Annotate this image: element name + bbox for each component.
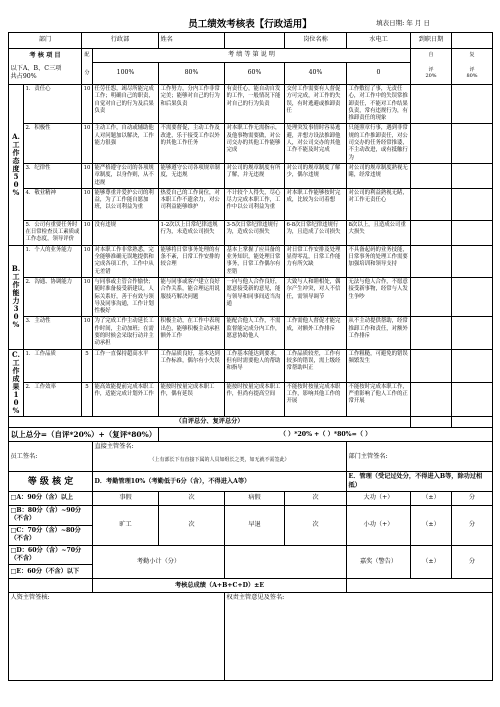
name-value[interactable] — [225, 33, 285, 49]
attendance-title: D．考勤管理10%（考勤低于6分（含），不得进入A等） — [93, 472, 347, 492]
level-description: 积极主动，在工作中表现出色，能够积极主动承担额外工作 — [159, 317, 225, 349]
level-description: 不需要督促，主动工作及改进，乐于接受工作以外的其他工作任务 — [159, 124, 225, 163]
disc-unit-0: 分 — [452, 492, 493, 506]
criteria-row — [9, 85, 493, 124]
disc-unit-2: 分 — [452, 545, 493, 579]
self-score-input[interactable] — [411, 188, 452, 220]
level-description: 能按时按量完成本职工作，偶有延误 — [159, 382, 225, 416]
header-row-1 — [9, 49, 493, 63]
criteria-score: 10 — [82, 317, 93, 349]
section-label-char: 成 — [12, 373, 20, 383]
level-description: 不能按时完成本职工作，严重影响了他人工作的正常开展 — [347, 382, 411, 416]
review-score-input[interactable] — [452, 163, 493, 188]
section-label-char: 度 — [12, 163, 20, 173]
dept-value[interactable]: 行政部 — [82, 33, 159, 49]
level-description: 工作努力，分内工作非常完美；能够对自己的行为和后果负责 — [159, 85, 225, 124]
criteria-score: 5 — [82, 349, 93, 382]
level-description: 对日常工作安排及处理显得零乱，日常工作能力有所欠缺 — [285, 245, 347, 277]
level-description: 工作基本能达到要求，但有时需要他人的帮助和指导 — [225, 349, 285, 382]
self-score-input[interactable] — [411, 85, 452, 124]
level-description: 对本职工作能够按时完成，比较为公司着想 — [285, 188, 347, 220]
att-mid-1: 早退 — [225, 506, 285, 545]
review-score-input[interactable] — [452, 277, 493, 316]
section-label-char: 力 — [12, 296, 20, 306]
level-description: 能与同事或客户建立良好合作关系，能合理运用说服技巧解决问题 — [159, 277, 225, 316]
criteria-name: 3．主动性 — [24, 317, 82, 349]
review-score-input[interactable] — [452, 220, 493, 245]
criteria-row — [9, 317, 493, 349]
direct-mgr-note: （上有部长下有直接下属的人员如组长之类，如无就不需签此） — [149, 456, 290, 463]
criteria-name: 2．工作效率 — [24, 382, 82, 416]
hr-sign[interactable]: 人资主管签核: — [9, 593, 225, 681]
level-description: 能按时按量完成本职工作，但尚有提高空间 — [225, 382, 285, 416]
criteria-score: 10 — [82, 245, 93, 277]
note-cell — [9, 63, 82, 85]
total-row — [9, 428, 493, 442]
grade-title: 等 级 核 定 — [9, 472, 93, 492]
criteria-name: 5．公司有重要任务时在日常检查员工素质或工作态度，领导评价 — [24, 220, 82, 245]
criteria-name: 1．个人的业务能力 — [24, 245, 82, 277]
criteria-name: 4．敬业精神 — [24, 188, 82, 220]
section-label-char: 工 — [12, 272, 20, 282]
level-description: 没有违规 — [93, 220, 159, 245]
note-line-2: 共占90% — [10, 73, 37, 81]
self-score-input[interactable] — [411, 382, 452, 416]
criteria-score: 10 — [82, 277, 93, 316]
review-score-input[interactable] — [452, 245, 493, 277]
level-description: 工作品质较差，工作有较多的错误，需上级经常帮助纠正 — [285, 349, 347, 382]
level-description: 8次以上，且造成公司重大损失 — [347, 220, 411, 245]
level-description: 对公司的规章制度了解少，偶尔违规 — [285, 163, 347, 188]
level-description: 任劳任怨，竭尽所能完成工作；明确自己的职责，自觉对自己的行为及后果负责 — [93, 85, 159, 124]
section-label-char: 工 — [12, 357, 20, 367]
section-label-char: 1 — [13, 389, 19, 399]
criteria-score: 10 — [82, 188, 93, 220]
desc-label: 考 绩 等 第 说 明 — [93, 49, 411, 63]
item-label: 考 核 项 目 — [9, 49, 82, 63]
level-description: 基本上掌握了应具备的业务知识，能处理日常事务，日常工作偶尔有差错 — [225, 245, 285, 277]
att-unit-1b[interactable]: 次 — [285, 506, 347, 545]
self-col-1: 自 — [411, 49, 452, 63]
level-description: 对本职工作非常熟悉，完全能够准确无误地提供和完成各项工作，工作中从无差错 — [93, 245, 159, 277]
criteria-row — [9, 245, 493, 277]
section-label-char: B. — [11, 263, 21, 273]
level-description: 对公司的利益熟视无睹，对工作无责任心 — [347, 188, 411, 220]
grade-option-c[interactable]: □C：70分（含）~80分（不含） — [9, 525, 93, 545]
title-row — [8, 14, 492, 32]
section-label-char: 果 — [12, 381, 20, 391]
evaluation-form — [8, 0, 492, 681]
arrival-value[interactable] — [452, 33, 493, 49]
self-score-input[interactable] — [411, 163, 452, 188]
section-label-char: 0 — [13, 312, 19, 322]
criteria-row — [9, 220, 493, 245]
disc-item-0: 大功（+） — [347, 492, 411, 506]
review-score-input[interactable] — [452, 382, 493, 416]
level-description: 3-5次日常纪律违规行为，造成公司损失 — [225, 220, 285, 245]
level-0: 0 — [347, 63, 411, 85]
criteria-row — [9, 163, 493, 188]
section-label-char: % — [12, 188, 20, 198]
level-description: 工作敷衍了事，无责任心，对工作中的失误常推卸责任，不能对工作结果负责，常有违规行为，有推卸责任的现象 — [347, 85, 411, 124]
att-mid-0: 病假 — [225, 492, 285, 506]
level-description: 热爱自己的工作岗位，对本职工作不遗余力，对公司利益能够维护 — [159, 188, 225, 220]
direct-mgr-label: 直接主管签名: — [94, 443, 134, 451]
att-unit-0b[interactable]: 次 — [285, 492, 347, 506]
level-description: 不计较个人得失，尽心尽力完成本职工作，工作中以公司利益为重 — [225, 188, 285, 220]
self-score-input[interactable] — [411, 245, 452, 277]
self-score-input[interactable] — [411, 220, 452, 245]
level-80: 80% — [159, 63, 225, 85]
level-description: 1-2次以上日常纪律违规行为，未造成公司损失 — [159, 220, 225, 245]
subtotal-row — [9, 416, 493, 427]
criteria-score: 5 — [82, 382, 93, 416]
level-description: 对公司的规章制度有所了解，并无违规 — [225, 163, 285, 188]
level-description: 工作需他人督促才能完成，对额外工作排斥 — [285, 317, 347, 349]
note-line-1: 以下A、B、C三项 — [10, 64, 62, 72]
att-item-1: 旷工 — [93, 506, 159, 545]
criteria-name: 1．工作品质 — [24, 349, 82, 382]
grade-option-a[interactable]: □A：90分（含）以上 — [9, 492, 93, 506]
att-unit-1[interactable]: 次 — [159, 506, 225, 545]
section-label-char: 态 — [12, 155, 20, 165]
grade-option-b[interactable]: □B：80分（含）~90分（不含） — [9, 506, 93, 526]
disc-unit-1: 分 — [452, 506, 493, 545]
subtotal-label: （自评总分、复评总分） — [9, 416, 411, 427]
level-60: 60% — [225, 63, 285, 85]
level-description: 交付工作需要有人督促方可完成，对工作的失误，有时逃避或推卸责任 — [285, 85, 347, 124]
main-table — [8, 32, 493, 681]
final-label: 考核总成绩（A+B+C+D）±E — [93, 579, 347, 593]
form-title: 员工绩效考核表【行政适用】 — [188, 19, 312, 30]
criteria-row — [9, 382, 493, 416]
total-formula: （ ）*20% +（ ）*80%=（ ） — [159, 428, 493, 442]
level-100: 100% — [93, 63, 159, 85]
level-description: 有责任心，能自动自发的工作，一般情况下能对自己的行为负责 — [225, 85, 285, 124]
grade-row-b — [9, 506, 493, 526]
sign-row — [9, 442, 493, 472]
authority-sign[interactable]: 权责主管意见及签名: — [225, 593, 493, 681]
level-description: 能够遵守公司各项规章制度，无违规 — [159, 163, 225, 188]
arrival-label: 到职日期 — [411, 33, 452, 49]
sections-body — [9, 85, 493, 417]
att-subtotal-value[interactable] — [225, 545, 347, 579]
position-value[interactable]: 水电工 — [347, 33, 411, 49]
final-row — [9, 579, 493, 593]
criteria-score: 10 — [82, 124, 93, 163]
disc-item-2: 嘉奖（警告） — [347, 545, 411, 579]
grade-option-d[interactable]: □D：60分（含）~70分（不含） — [9, 545, 93, 565]
review-score-input[interactable] — [452, 85, 493, 124]
level-description: 工作一直保持超高水平 — [93, 349, 159, 382]
section-label-char: 5 — [13, 171, 19, 181]
review-col-2 — [452, 63, 493, 85]
level-description: 无法与他人合作，不愿意接受新事物，经常与人发生争吵 — [347, 277, 411, 316]
fill-date: 填表日期: 年 月 日 — [376, 19, 430, 27]
disc-item-1: 小功（+） — [347, 506, 411, 545]
discipline-title: E．管理（受记过处分，不得进入B等，除功过相抵） — [347, 472, 493, 492]
section-label — [9, 85, 24, 246]
dept-label: 部门 — [9, 33, 82, 49]
self-score-input[interactable] — [411, 277, 452, 316]
level-description: 主动工作，自动或辅助他人对问题加以解决，工作能力很强 — [93, 124, 159, 163]
level-description: 6-8次日常纪律违规行为，且造成了公司损失 — [285, 220, 347, 245]
att-unit-0[interactable]: 次 — [159, 492, 225, 506]
footer-row — [9, 593, 493, 681]
direct-mgr-cell[interactable] — [93, 442, 347, 472]
criteria-name: 2．积极性 — [24, 124, 82, 163]
position-label: 岗位名称 — [285, 33, 347, 49]
criteria-name: 2．沟通、协调能力 — [24, 277, 82, 316]
review-score-input[interactable] — [452, 124, 493, 163]
section-label-char: 作 — [12, 147, 20, 157]
criteria-row — [9, 124, 493, 163]
criteria-name: 1．责任心 — [24, 85, 82, 124]
section-label — [9, 349, 24, 416]
grade-title-row — [9, 472, 493, 492]
section-label-char: 0 — [13, 179, 19, 189]
level-description: 能配合他人工作，不需监督能完成分内工作，愿意协助他人 — [225, 317, 285, 349]
section-label-char: % — [12, 405, 20, 415]
criteria-row — [9, 188, 493, 220]
section-label-char: 工 — [12, 139, 20, 149]
level-description: 不能按时按量完成本职工作，影响其他工作的开展 — [285, 382, 347, 416]
final-left-blank — [9, 579, 93, 593]
section-label — [9, 245, 24, 349]
level-description: 能够尊重并爱护公司的利益，为了工作能自愿加班，以公司利益为重 — [93, 188, 159, 220]
level-description: 只能照章行事，遇到非常规的工作推卸责任，对公司交办的任务经常推诿，不主动改进，或有抵触行为 — [347, 124, 411, 163]
level-40: 40% — [285, 63, 347, 85]
level-description: 大致与人和睦相处，偶尔产生冲突，对人不信任，需领导调节 — [285, 277, 347, 316]
grade-row-a — [9, 492, 493, 506]
level-description: 一向与他人合作良好，愿意接受新的意见，能与领导和同事间适当沟通 — [225, 277, 285, 316]
level-description: 与同事或主管合作愉快；随时准备接受新建议，人际关系好，善于有效与领导及同事沟通，工作计划性极好 — [93, 277, 159, 316]
level-description: 为了完成工作主动延长工作时间，主动加班；在需要的时候会采取行动并主动承担 — [93, 317, 159, 349]
criteria-row — [9, 277, 493, 316]
level-description: 能够将日常事务处理的有条不紊，日常工作安排的较合理 — [159, 245, 225, 277]
level-description: 工作粗糙，可避免的错误频繁发生 — [347, 349, 411, 382]
level-description: 对公司的规章制度熟视无睹，经常违规 — [347, 163, 411, 188]
self-col-2 — [411, 63, 452, 85]
criteria-score: 10 — [82, 85, 93, 124]
att-item-2: 考勤小计（分） — [93, 545, 225, 579]
review-score-input[interactable] — [452, 188, 493, 220]
level-description: 工作品质良好，基本达到工作标准，偶尔有小失误 — [159, 349, 225, 382]
level-description: 能高效能提前完成本职工作，适能完成计划外工作 — [93, 382, 159, 416]
review-score-input[interactable] — [452, 317, 493, 349]
disc-value-2[interactable]: （±） — [411, 545, 452, 579]
section-label-char: % — [12, 320, 20, 330]
score-col-1: 配 — [82, 49, 93, 63]
level-description: 不具备起码的业务技能，日常事务的处理工作需要加强培训和领导支持 — [347, 245, 411, 277]
section-label-char: 3 — [13, 304, 19, 314]
review-score-input[interactable] — [452, 349, 493, 382]
att-item-0: 事假 — [93, 492, 159, 506]
self-col-2a: 评 — [428, 66, 434, 73]
review-col-2b: 80% — [466, 73, 478, 80]
subtotal-self[interactable] — [411, 416, 452, 427]
review-col-2a: 评 — [469, 66, 475, 73]
final-value[interactable] — [347, 579, 493, 593]
section-label-char: 能 — [12, 288, 20, 298]
dept-mgr-sign[interactable]: 部门主管签名: — [347, 442, 493, 472]
self-col-2b: 20% — [425, 73, 437, 80]
subtotal-review[interactable] — [452, 416, 493, 427]
criteria-row — [9, 349, 493, 382]
section-label-char: A. — [12, 131, 20, 141]
self-score-input[interactable] — [411, 124, 452, 163]
section-label-char: 作 — [12, 280, 20, 290]
section-label-char: 作 — [12, 365, 20, 375]
level-description: 能严格遵守公司的各项规章制度，以身作则，从不违规 — [93, 163, 159, 188]
grade-option-e[interactable]: □E：60分（不含）以下 — [9, 565, 93, 579]
section-label-char: C. — [12, 349, 20, 359]
self-score-input[interactable] — [411, 349, 452, 382]
score-col-2: 分 — [82, 63, 93, 85]
grade-row-d — [9, 545, 493, 565]
header-row-2 — [9, 63, 493, 85]
disc-value-1[interactable]: （±） — [411, 506, 452, 545]
name-label: 姓名 — [159, 33, 225, 49]
criteria-name: 3．纪律性 — [24, 163, 82, 188]
info-row — [9, 33, 493, 49]
self-score-input[interactable] — [411, 317, 452, 349]
disc-value-0[interactable]: （±） — [411, 492, 452, 506]
section-label-char: 0 — [13, 397, 19, 407]
level-description: 从不主动提供帮助，经常推卸工作和责任，对额外工作排斥 — [347, 317, 411, 349]
criteria-score: 10 — [82, 163, 93, 188]
total-label: 以上总分=（自评*20%）+（复评*80%） — [9, 428, 159, 442]
employee-sign[interactable]: 员工签名: — [9, 442, 93, 472]
level-description: 处理突发事情时容易逃避，并想方设法推卸他人，对公司交办的其他工作不能及时完成 — [285, 124, 347, 163]
level-description: 对本职工作无需指示，及他事物需要做，对公司交办的其他工作能够完成 — [225, 124, 285, 163]
review-col-1: 复 — [452, 49, 493, 63]
criteria-score: 10 — [82, 220, 93, 245]
